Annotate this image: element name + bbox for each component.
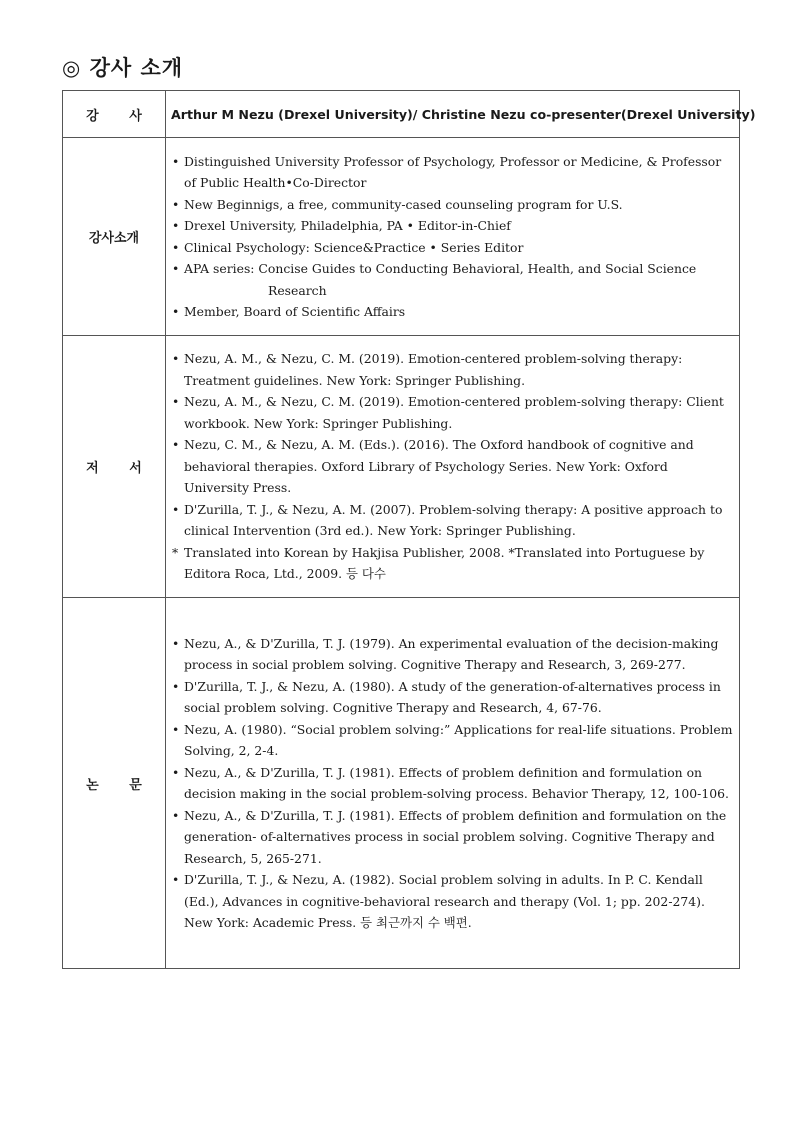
bullet-icon: •: [172, 394, 180, 410]
bullet-icon: •: [172, 721, 180, 737]
list-item: • Nezu, A., & D'Zurilla, T. J. (1981). Effects of problem definition and formulation on decision making in the social problem-solving process. Behavior Therapy, 12, 100-106.: [171, 762, 733, 805]
speaker-row: [63, 91, 740, 138]
list-item: • Nezu, A., & D'Zurilla, T. J. (1981). Effects of problem definition and formulation on the generation- of-alternatives process in social problem solving. Cognitive Therapy and Research, 5, 265-271.: [171, 805, 733, 870]
list-item: • Nezu, C. M., & Nezu, A. M. (Eds.). (2016). The Oxford handbook of cognitive and behavioral therapies. Oxford Library of Psychology Series. New York: Oxford University Press.: [171, 434, 733, 499]
papers-row: [63, 598, 740, 969]
list-item: • Nezu, A. M., & Nezu, C. M. (2019). Emotion-centered problem-solving therapy: Treatment guidelines. New York: Springer Publishing.: [171, 348, 733, 391]
list-item: • D'Zurilla, T. J., & Nezu, A. M. (2007). Problem-solving therapy: A positive approach to clinical Intervention (3rd ed.). New York: Springer Publishing.: [171, 499, 733, 542]
bullet-icon: •: [172, 218, 180, 233]
intro-content: [166, 138, 740, 336]
bullet-icon: •: [172, 196, 180, 212]
list-item: • D'Zurilla, T. J., & Nezu, A. (1980). A study of the generation-of-alternatives process in social problem solving. Cognitive Therapy and Research, 4, 67-76.: [171, 676, 733, 719]
books-content: [166, 336, 740, 598]
bullet-icon: •: [172, 678, 180, 694]
bullet-icon: •: [172, 501, 180, 517]
papers-label: 논 문: [63, 598, 166, 969]
intro-list: [171, 151, 733, 323]
bullet-icon: •: [172, 153, 180, 169]
books-row: [63, 336, 740, 598]
list-item: • Nezu, A., & D'Zurilla, T. J. (1979). An experimental evaluation of the decision-making process in social problem solving. Cognitive Therapy and Research, 3, 269-277.: [171, 633, 733, 676]
books-list: [171, 348, 733, 585]
bullet-icon: •: [172, 635, 180, 651]
list-item: • Clinical Psychology: Science&Practice • Series Editor: [171, 237, 733, 259]
list-item: • D'Zurilla, T. J., & Nezu, A. (1982). Social problem solving in adults. In P. C. Kendall (Ed.), Advances in cognitive-behavioral research and therapy (Vol. 1; pp. 202-274). New York: Academic Press. 등 최근까지 수 백편.: [171, 869, 733, 934]
papers-content: [166, 598, 740, 969]
list-item-continuation: Research: [268, 282, 327, 298]
bullet-icon: •: [172, 807, 180, 823]
translation-note: * Translated into Korean by Hakjisa Publisher, 2008. *Translated into Portuguese by Editora Roca, Ltd., 2009. 등 다수: [171, 542, 733, 585]
list-item: • Nezu, A. M., & Nezu, C. M. (2019). Emotion-centered problem-solving therapy: Client workbook. New York: Springer Publishing.: [171, 391, 733, 434]
bullet-icon: •: [172, 304, 180, 319]
bullet-icon: •: [172, 351, 180, 367]
intro-row: [63, 138, 740, 336]
instructor-table: [62, 90, 756, 969]
list-item: • Distinguished University Professor of Psychology, Professor or Medicine, & Professor of Public Health•Co-Director: [171, 151, 733, 194]
bullet-icon: •: [172, 764, 180, 780]
bullet-icon: •: [172, 872, 180, 887]
bullet-icon: •: [172, 261, 180, 276]
list-item: • Drexel University, Philadelphia, PA • Editor-in-Chief: [171, 215, 733, 237]
bullet-icon: •: [172, 239, 180, 255]
page-title: ◎ 강사 소개: [62, 56, 184, 80]
list-item: • APA series: Concise Guides to Conducting Behavioral, Health, and Social Science Research: [171, 258, 733, 301]
speaker-name: Arthur M Nezu (Drexel University)/ Christine Nezu co-presenter(Drexel University): [166, 91, 740, 138]
asterisk-icon: *: [172, 544, 179, 560]
bullet-icon: •: [172, 437, 180, 453]
papers-list: [171, 633, 733, 934]
list-item: • New Beginnigs, a free, community-cased counseling program for U.S.: [171, 194, 733, 216]
speaker-label: 강 사: [63, 91, 166, 138]
list-item: • Nezu, A. (1980). “Social problem solving:” Applications for real-life situations. Problem Solving, 2, 2-4.: [171, 719, 733, 762]
intro-label: 강사소개: [63, 138, 166, 336]
list-item: • Member, Board of Scientific Affairs: [171, 301, 733, 323]
books-label: 저 서: [63, 336, 166, 598]
